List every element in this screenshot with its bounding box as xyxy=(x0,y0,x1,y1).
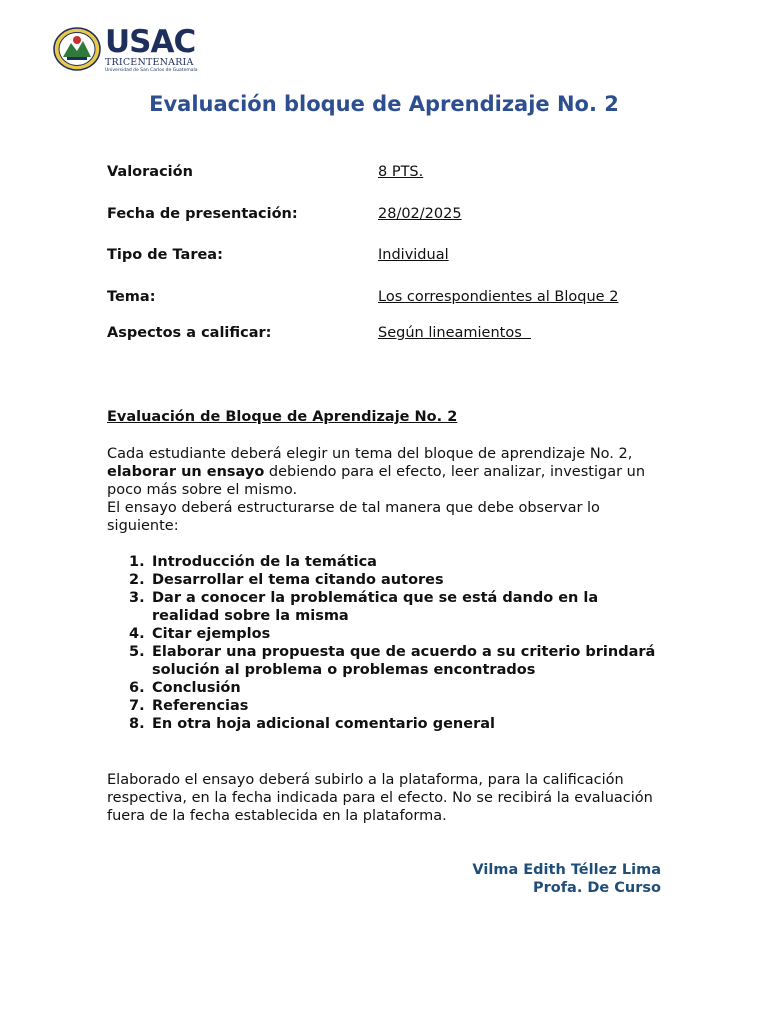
fecha-label: Fecha de presentación: xyxy=(107,206,298,222)
list-item xyxy=(107,571,667,589)
aspectos-value: Según lineamientos xyxy=(378,325,531,341)
section-heading: Evaluación de Bloque de Aprendizaje No. 2 xyxy=(107,409,458,425)
signature-name: Vilma Edith Téllez Lima xyxy=(472,862,661,878)
list-item-text: Desarrollar el tema citando autores xyxy=(152,572,444,588)
list-item-number: 4. xyxy=(129,626,145,642)
intro-text-2: debiendo para el efecto, leer analizar, investigar un poco más sobre el mismo. xyxy=(107,464,646,498)
list-item-number: 7. xyxy=(129,698,145,714)
list-item-text: Referencias xyxy=(152,698,249,714)
logo-name: USAC xyxy=(105,24,196,60)
list-item-number: 8. xyxy=(129,716,145,732)
list-item-number: 3. xyxy=(129,590,145,606)
signature-role: Profa. De Curso xyxy=(532,880,661,896)
valoracion-label: Valoración xyxy=(107,164,193,180)
list-item-text: Conclusión xyxy=(152,680,241,696)
list-item-text: Introducción de la temática xyxy=(152,554,377,570)
list-item xyxy=(107,697,667,715)
logo-tagline: TRICENTENARIA xyxy=(105,57,194,68)
tema-value: Los correspondientes al Bloque 2 xyxy=(378,289,619,305)
logo-subtitle: Universidad de San Carlos de Guatemala xyxy=(105,68,198,73)
document-title: Evaluación bloque de Aprendizaje No. 2 xyxy=(149,92,619,116)
list-item-text: Dar a conocer la problemática que se está dando en la realidad sobre la misma xyxy=(152,590,599,624)
closing-paragraph: Elaborado el ensayo deberá subirlo a la plataforma, para la calificación respectiva, en la fecha indicada para el efecto. No se recibirá la evaluación fuera de la fecha establecida en la plataforma. xyxy=(107,772,653,824)
fecha-value: 28/02/2025 xyxy=(378,206,462,222)
aspectos-label: Aspectos a calificar: xyxy=(107,325,272,341)
tema-label: Tema: xyxy=(107,289,156,305)
tipo-tarea-label: Tipo de Tarea: xyxy=(107,247,223,263)
usac-logo xyxy=(53,26,213,74)
intro-bold-text: elaborar un ensayo xyxy=(107,464,265,480)
list-item-number: 1. xyxy=(129,554,145,570)
list-item-text: Citar ejemplos xyxy=(152,626,271,642)
requirements-list xyxy=(107,553,667,733)
list-item xyxy=(107,625,667,643)
list-item xyxy=(107,553,667,571)
intro-paragraph xyxy=(107,445,667,535)
list-item-number: 6. xyxy=(129,680,145,696)
valoracion-value: 8 PTS. xyxy=(378,164,424,180)
list-item-text: Elaborar una propuesta que de acuerdo a su criterio brindará solución al problema o problemas encontrados xyxy=(152,644,656,678)
list-item-number: 5. xyxy=(129,644,145,660)
list-item-text: En otra hoja adicional comentario general xyxy=(152,716,495,732)
list-item xyxy=(107,715,667,733)
intro-text-3: El ensayo deberá estructurarse de tal manera que debe observar lo siguiente: xyxy=(107,500,600,534)
university-seal-icon xyxy=(53,27,101,71)
list-item-number: 2. xyxy=(129,572,145,588)
intro-text-1: Cada estudiante deberá elegir un tema del bloque de aprendizaje No. 2, xyxy=(107,446,633,462)
list-item xyxy=(107,643,667,679)
list-item xyxy=(107,679,667,697)
list-item xyxy=(107,589,667,625)
tipo-tarea-value: Individual xyxy=(378,247,449,263)
